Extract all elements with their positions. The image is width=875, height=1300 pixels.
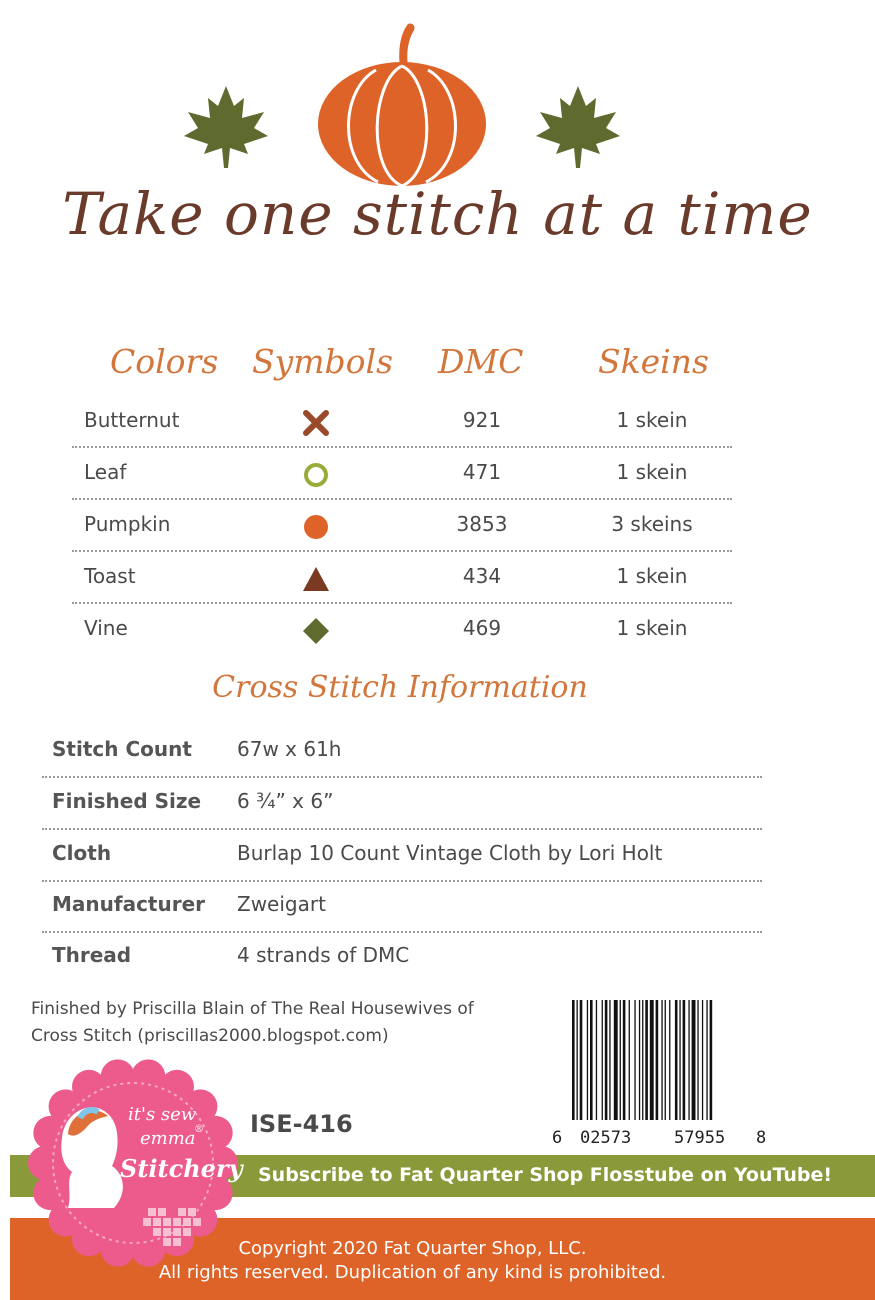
info-row-cloth xyxy=(42,829,762,882)
copyright-line: Copyright 2020 Fat Quarter Shop, LLC. xyxy=(238,1238,587,1259)
barcode-digit-prefix: 6 xyxy=(552,1128,563,1148)
credit-line-2: Cross Stitch (priscillas2000.blogspot.com) xyxy=(31,1026,389,1046)
skeins-heading: Skeins xyxy=(598,342,709,381)
skein-count: 1 skein xyxy=(616,408,688,432)
info-label: Cloth xyxy=(52,841,112,865)
filled-circle-icon xyxy=(301,512,331,542)
barcode-digits-right: 57955 xyxy=(674,1128,726,1148)
color-row-vine xyxy=(72,604,732,654)
logo-text-stitchery: Stitchery xyxy=(120,1154,243,1183)
color-row-leaf xyxy=(72,448,732,500)
color-name: Leaf xyxy=(84,460,127,484)
color-name: Pumpkin xyxy=(84,512,171,536)
dmc-number: 3853 xyxy=(456,512,508,536)
credit-line-1: Finished by Priscilla Blain of The Real Housewives of xyxy=(31,999,474,1019)
skein-count: 1 skein xyxy=(616,564,688,588)
its-sew-emma-stitchery-logo xyxy=(28,1058,243,1268)
info-value: Zweigart xyxy=(237,892,326,916)
color-name: Vine xyxy=(84,616,128,640)
info-row-finished-size xyxy=(42,777,762,830)
dmc-number: 921 xyxy=(462,408,502,432)
barcode-digits-left: 02573 xyxy=(580,1128,632,1148)
skein-count: 1 skein xyxy=(616,460,688,484)
info-label: Finished Size xyxy=(52,789,202,813)
symbols-heading: Symbols xyxy=(252,342,394,381)
dmc-heading: DMC xyxy=(438,342,524,381)
pumpkin-icon xyxy=(316,20,488,188)
barcode-digit-check: 8 xyxy=(756,1128,767,1148)
logo-text-emma: emma xyxy=(140,1128,196,1149)
color-row-pumpkin xyxy=(72,500,732,552)
left-maple-leaf-icon xyxy=(182,84,270,170)
colors-heading: Colors xyxy=(110,342,219,381)
dmc-number: 434 xyxy=(462,564,502,588)
color-name: Butternut xyxy=(84,408,180,432)
skein-count: 1 skein xyxy=(616,616,688,640)
skein-count: 3 skeins xyxy=(611,512,693,536)
subscribe-text[interactable]: Subscribe to Fat Quarter Shop Flosstube on YouTube! xyxy=(258,1164,833,1186)
open-circle-icon xyxy=(301,460,331,490)
x-mark-icon xyxy=(301,408,331,438)
diamond-icon xyxy=(301,616,331,646)
dmc-number: 469 xyxy=(462,616,502,640)
info-label: Manufacturer xyxy=(52,892,206,916)
color-name: Toast xyxy=(84,564,136,588)
info-row-thread xyxy=(42,931,762,982)
triangle-icon xyxy=(301,564,331,594)
logo-text-its-sew: it's sew xyxy=(128,1104,197,1125)
sku-code: ISE-416 xyxy=(250,1110,353,1138)
info-label: Stitch Count xyxy=(52,737,192,761)
cross-stitch-info-heading: Cross Stitch Information xyxy=(212,670,588,705)
logo-registered-mark: ® xyxy=(194,1124,204,1135)
color-row-toast xyxy=(72,552,732,604)
info-value: Burlap 10 Count Vintage Cloth by Lori Holt xyxy=(237,841,663,865)
model-credit xyxy=(31,996,551,1050)
info-row-stitch-count xyxy=(42,725,762,778)
dmc-number: 471 xyxy=(462,460,502,484)
info-label: Thread xyxy=(52,943,132,967)
rights-line: All rights reserved. Duplication of any kind is prohibited. xyxy=(158,1262,667,1283)
info-row-manufacturer xyxy=(42,880,762,933)
right-maple-leaf-icon xyxy=(534,84,622,170)
color-row-butternut xyxy=(72,396,732,448)
tagline: Take one stitch at a time xyxy=(62,180,813,248)
info-value: 67w x 61h xyxy=(237,737,342,761)
info-value: 4 strands of DMC xyxy=(237,943,410,967)
info-value: 6 ¾” x 6” xyxy=(237,789,334,813)
